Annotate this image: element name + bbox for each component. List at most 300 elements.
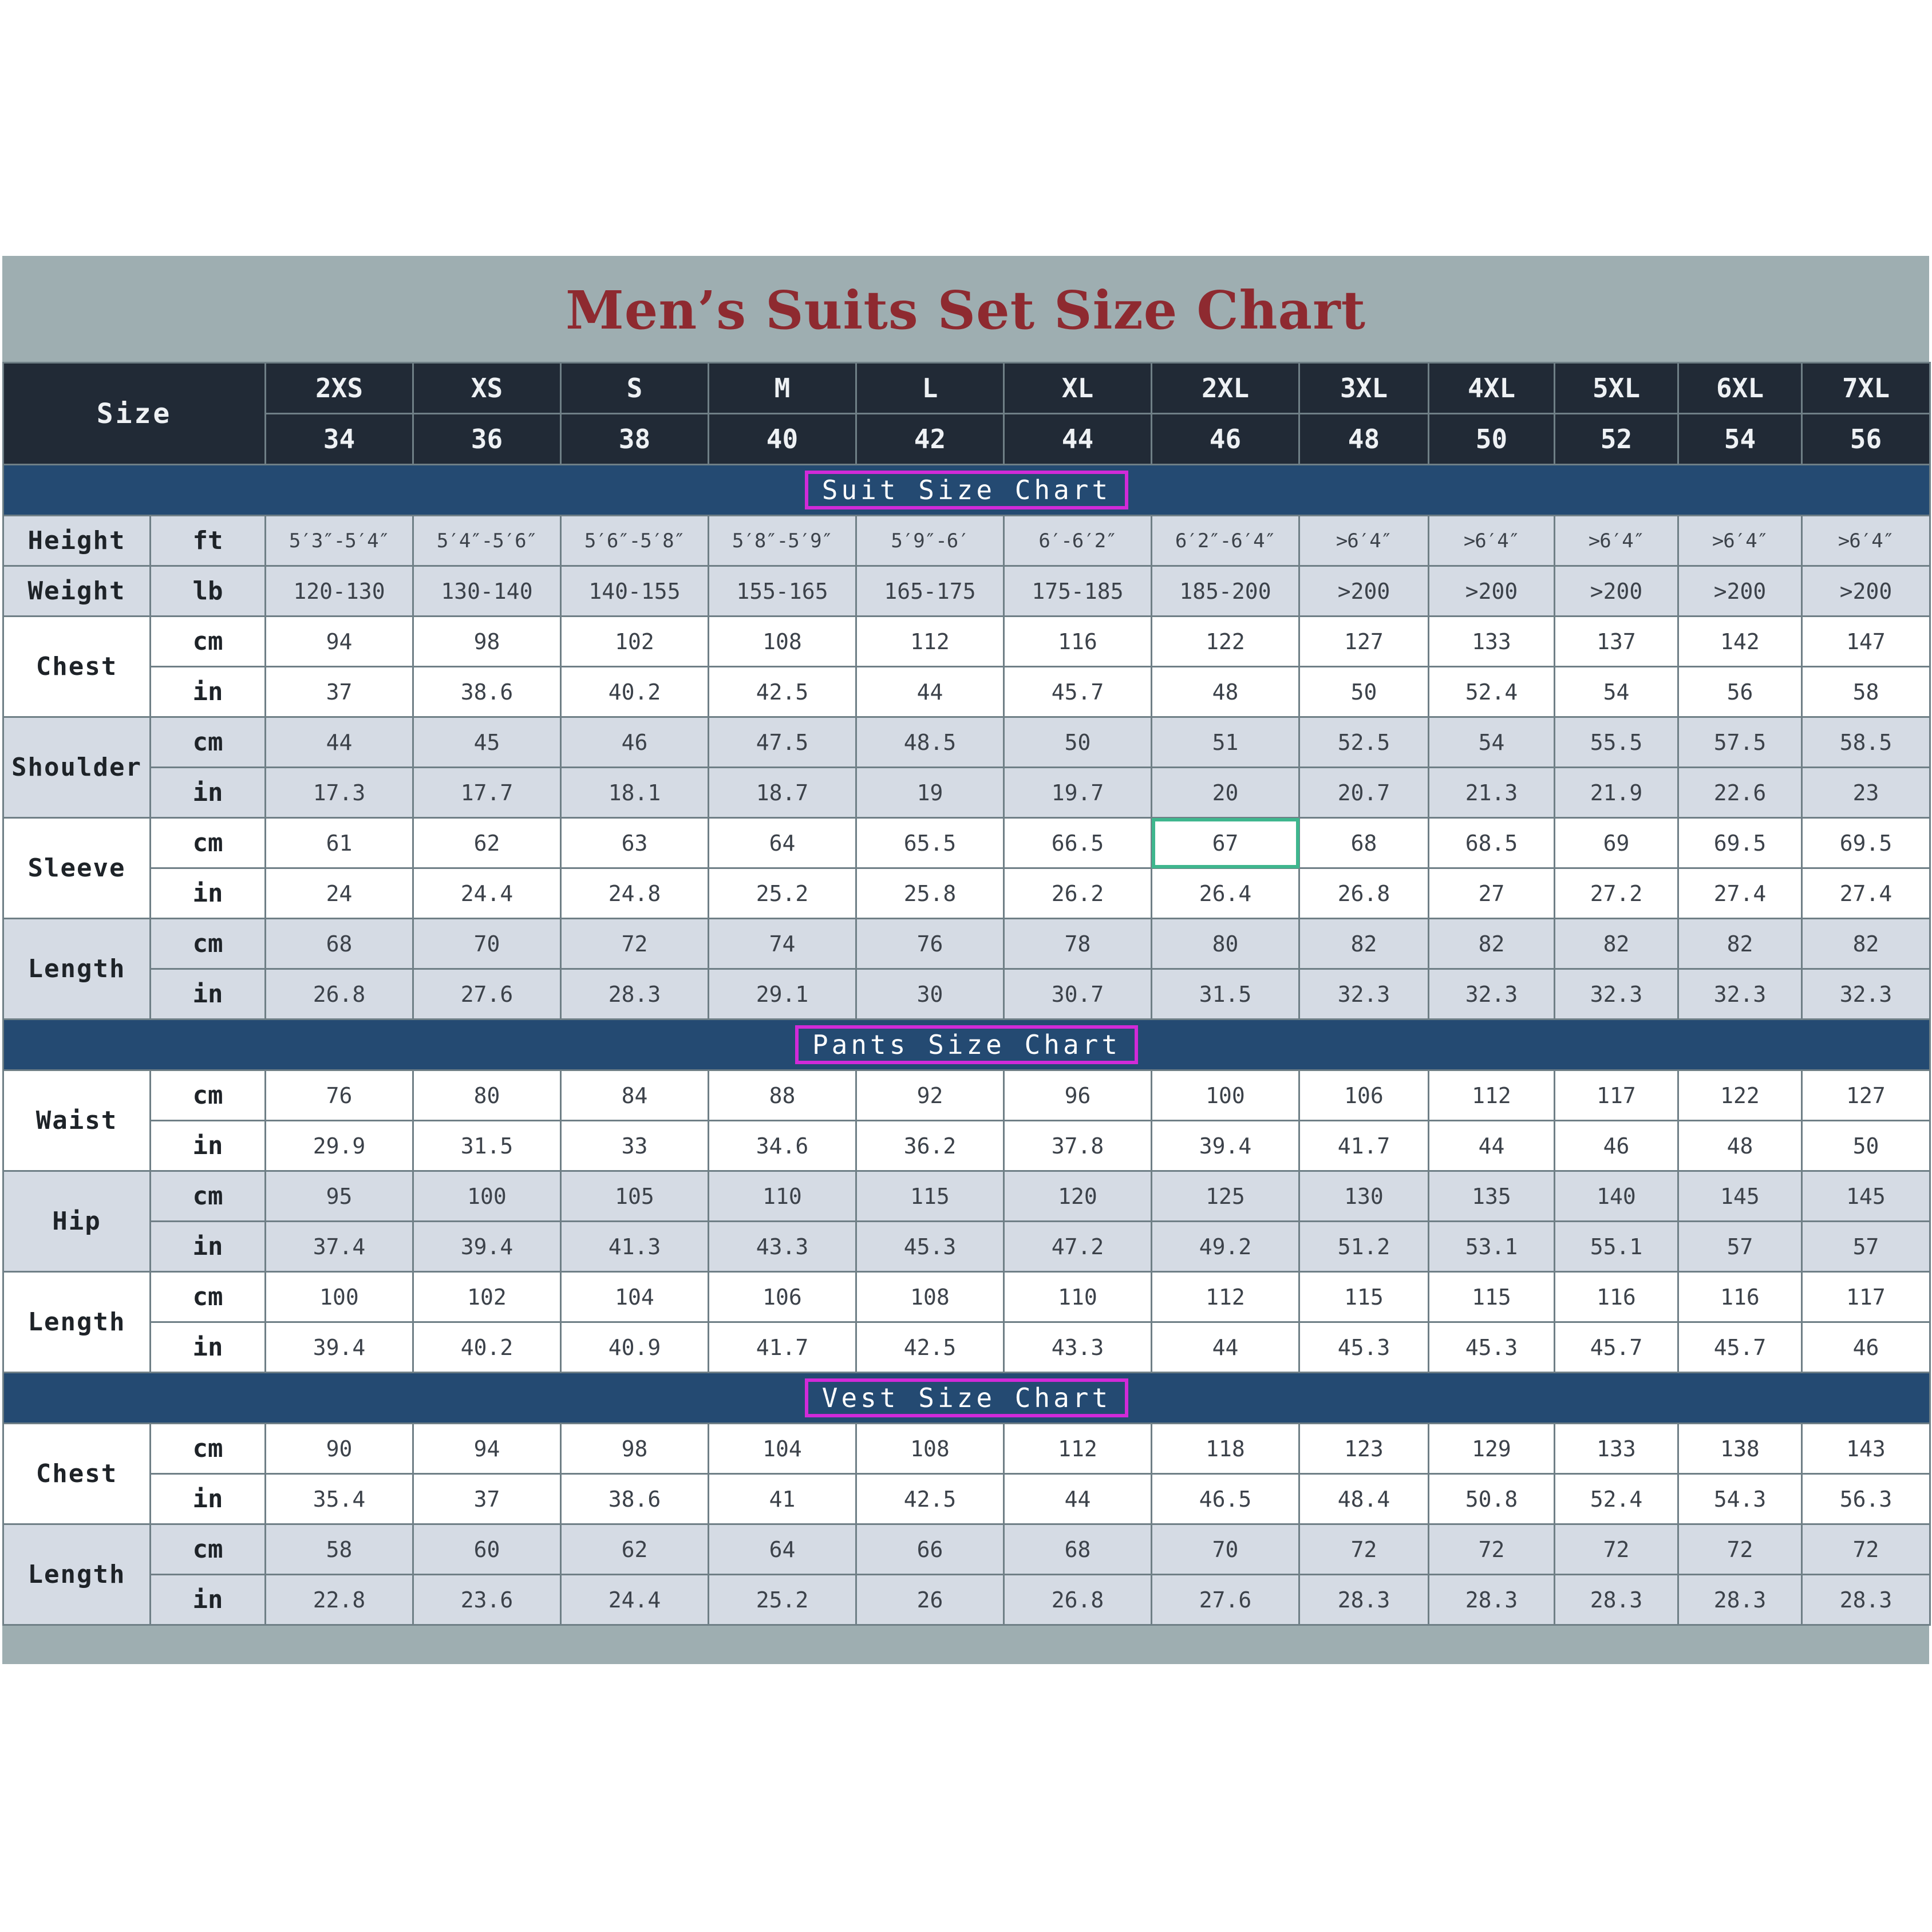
value-cell: 45.3	[856, 1222, 1004, 1272]
value-cell: 66	[856, 1524, 1004, 1575]
value-cell: 24.4	[413, 868, 561, 919]
value-cell: 67	[1152, 818, 1299, 868]
value-cell: >200	[1802, 566, 1930, 617]
value-cell: 69.5	[1678, 818, 1802, 868]
value-cell: 20	[1152, 768, 1299, 818]
value-cell: 37.4	[266, 1222, 413, 1272]
row-label: Length	[3, 1272, 151, 1373]
value-cell: 72	[1299, 1524, 1429, 1575]
value-cell: 25.2	[709, 868, 856, 919]
unit-label: in	[151, 969, 266, 1020]
size-label: 3XL	[1299, 363, 1429, 414]
value-cell: 51	[1152, 717, 1299, 768]
value-cell: 42.5	[856, 1322, 1004, 1373]
value-cell: 32.3	[1678, 969, 1802, 1020]
value-cell: 39.4	[266, 1322, 413, 1373]
value-cell: 127	[1802, 1070, 1930, 1121]
value-cell: 100	[1152, 1070, 1299, 1121]
size-label: XS	[413, 363, 561, 414]
section-header-row	[3, 1373, 1930, 1424]
table-row	[3, 818, 1930, 868]
value-cell: 58.5	[1802, 717, 1930, 768]
value-cell: 137	[1555, 617, 1678, 667]
value-cell: 94	[413, 1424, 561, 1474]
value-cell: 130-140	[413, 566, 561, 617]
row-label: Chest	[3, 617, 151, 717]
value-cell: 104	[709, 1424, 856, 1474]
value-cell: 44	[1429, 1121, 1555, 1171]
table-row	[3, 1171, 1930, 1222]
unit-label: in	[151, 1575, 266, 1625]
value-cell: 41.7	[709, 1322, 856, 1373]
unit-label: cm	[151, 1272, 266, 1322]
value-cell: 25.2	[709, 1575, 856, 1625]
value-cell: 45.3	[1299, 1322, 1429, 1373]
value-cell: 102	[561, 617, 709, 667]
value-cell: 100	[413, 1171, 561, 1222]
value-cell: 52.4	[1555, 1474, 1678, 1524]
value-cell: 122	[1152, 617, 1299, 667]
value-cell: 44	[856, 667, 1004, 717]
value-cell: 32.3	[1299, 969, 1429, 1020]
value-cell: 72	[1802, 1524, 1930, 1575]
size-label: L	[856, 363, 1004, 414]
value-cell: 30	[856, 969, 1004, 1020]
value-cell: 41.3	[561, 1222, 709, 1272]
value-cell: 55.5	[1555, 717, 1678, 768]
section-title: Pants Size Chart	[795, 1025, 1138, 1064]
size-header: Size	[3, 363, 266, 465]
value-cell: 110	[709, 1171, 856, 1222]
value-cell: 24	[266, 868, 413, 919]
value-cell: 82	[1802, 919, 1930, 969]
unit-label: cm	[151, 617, 266, 667]
section-title: Vest Size Chart	[805, 1378, 1128, 1417]
value-cell: 115	[1299, 1272, 1429, 1322]
value-cell: 58	[266, 1524, 413, 1575]
value-cell: 37	[266, 667, 413, 717]
value-cell: 106	[709, 1272, 856, 1322]
section-header-row	[3, 1020, 1930, 1070]
value-cell: 27	[1429, 868, 1555, 919]
value-cell: 122	[1678, 1070, 1802, 1121]
value-cell: 26.2	[1004, 868, 1152, 919]
header-sizes-row	[3, 363, 1930, 414]
value-cell: 90	[266, 1424, 413, 1474]
unit-label: in	[151, 768, 266, 818]
value-cell: 17.7	[413, 768, 561, 818]
section-header-cell	[3, 1020, 1930, 1070]
value-cell: 58	[1802, 667, 1930, 717]
size-label: 7XL	[1802, 363, 1930, 414]
value-cell: 6′-6′2″	[1004, 516, 1152, 566]
value-cell: 32.3	[1555, 969, 1678, 1020]
value-cell: 57	[1802, 1222, 1930, 1272]
row-label: Weight	[3, 566, 151, 617]
value-cell: 21.3	[1429, 768, 1555, 818]
value-cell: 38.6	[561, 1474, 709, 1524]
row-label: Shoulder	[3, 717, 151, 818]
value-cell: 112	[1429, 1070, 1555, 1121]
value-cell: 112	[856, 617, 1004, 667]
value-cell: 50	[1802, 1121, 1930, 1171]
value-cell: 41.7	[1299, 1121, 1429, 1171]
value-cell: 133	[1555, 1424, 1678, 1474]
value-cell: >6′4″	[1555, 516, 1678, 566]
value-cell: >6′4″	[1678, 516, 1802, 566]
table-row	[3, 566, 1930, 617]
table-row	[3, 919, 1930, 969]
value-cell: 5′6″-5′8″	[561, 516, 709, 566]
value-cell: >200	[1555, 566, 1678, 617]
value-cell: 28.3	[1678, 1575, 1802, 1625]
value-cell: 96	[1004, 1070, 1152, 1121]
value-cell: 52.4	[1429, 667, 1555, 717]
value-cell: 29.9	[266, 1121, 413, 1171]
table-row	[3, 1524, 1930, 1575]
value-cell: 39.4	[413, 1222, 561, 1272]
value-cell: 82	[1555, 919, 1678, 969]
value-cell: 135	[1429, 1171, 1555, 1222]
value-cell: 54	[1429, 717, 1555, 768]
value-cell: 40.9	[561, 1322, 709, 1373]
value-cell: 51.2	[1299, 1222, 1429, 1272]
value-cell: 25.8	[856, 868, 1004, 919]
size-number: 50	[1429, 414, 1555, 465]
section-header-row	[3, 465, 1930, 516]
value-cell: 68	[266, 919, 413, 969]
table-row	[3, 1474, 1930, 1524]
table-row	[3, 1575, 1930, 1625]
header-numbers-row	[3, 414, 1930, 465]
value-cell: 116	[1004, 617, 1152, 667]
value-cell: 129	[1429, 1424, 1555, 1474]
value-cell: 110	[1004, 1272, 1152, 1322]
value-cell: 36.2	[856, 1121, 1004, 1171]
value-cell: 127	[1299, 617, 1429, 667]
value-cell: 45	[413, 717, 561, 768]
row-label: Chest	[3, 1424, 151, 1524]
table-row	[3, 617, 1930, 667]
value-cell: 117	[1802, 1272, 1930, 1322]
value-cell: 52.5	[1299, 717, 1429, 768]
value-cell: 28.3	[1802, 1575, 1930, 1625]
value-cell: 22.8	[266, 1575, 413, 1625]
value-cell: 98	[561, 1424, 709, 1474]
value-cell: 69.5	[1802, 818, 1930, 868]
table-row	[3, 969, 1930, 1020]
value-cell: 50	[1299, 667, 1429, 717]
value-cell: 80	[1152, 919, 1299, 969]
value-cell: >200	[1678, 566, 1802, 617]
size-label: S	[561, 363, 709, 414]
value-cell: 70	[1152, 1524, 1299, 1575]
value-cell: 37.8	[1004, 1121, 1152, 1171]
value-cell: 29.1	[709, 969, 856, 1020]
value-cell: 50	[1004, 717, 1152, 768]
value-cell: 24.4	[561, 1575, 709, 1625]
table-row	[3, 516, 1930, 566]
value-cell: >200	[1299, 566, 1429, 617]
size-number: 42	[856, 414, 1004, 465]
size-table	[2, 362, 1931, 1626]
value-cell: 115	[856, 1171, 1004, 1222]
value-cell: 28.3	[1429, 1575, 1555, 1625]
value-cell: 28.3	[561, 969, 709, 1020]
unit-label: cm	[151, 1524, 266, 1575]
unit-label: cm	[151, 1070, 266, 1121]
value-cell: 48	[1678, 1121, 1802, 1171]
value-cell: 69	[1555, 818, 1678, 868]
unit-label: in	[151, 1474, 266, 1524]
value-cell: 92	[856, 1070, 1004, 1121]
value-cell: 70	[413, 919, 561, 969]
size-number: 40	[709, 414, 856, 465]
value-cell: 72	[1678, 1524, 1802, 1575]
value-cell: 64	[709, 1524, 856, 1575]
value-cell: 27.6	[1152, 1575, 1299, 1625]
size-label: 2XL	[1152, 363, 1299, 414]
unit-label: in	[151, 667, 266, 717]
value-cell: 27.6	[413, 969, 561, 1020]
value-cell: 48	[1152, 667, 1299, 717]
value-cell: 46.5	[1152, 1474, 1299, 1524]
row-label: Height	[3, 516, 151, 566]
value-cell: 68.5	[1429, 818, 1555, 868]
value-cell: 72	[561, 919, 709, 969]
unit-label: in	[151, 1222, 266, 1272]
value-cell: 5′4″-5′6″	[413, 516, 561, 566]
value-cell: 53.1	[1429, 1222, 1555, 1272]
size-label: XL	[1004, 363, 1152, 414]
value-cell: 105	[561, 1171, 709, 1222]
value-cell: 5′3″-5′4″	[266, 516, 413, 566]
value-cell: 23.6	[413, 1575, 561, 1625]
value-cell: 50.8	[1429, 1474, 1555, 1524]
value-cell: 116	[1555, 1272, 1678, 1322]
unit-label: cm	[151, 717, 266, 768]
unit-label: cm	[151, 1424, 266, 1474]
unit-label: lb	[151, 566, 266, 617]
value-cell: 143	[1802, 1424, 1930, 1474]
value-cell: 35.4	[266, 1474, 413, 1524]
value-cell: 42.5	[709, 667, 856, 717]
value-cell: 82	[1299, 919, 1429, 969]
value-cell: 21.9	[1555, 768, 1678, 818]
value-cell: 57.5	[1678, 717, 1802, 768]
size-number: 36	[413, 414, 561, 465]
table-row	[3, 1070, 1930, 1121]
value-cell: 47.5	[709, 717, 856, 768]
value-cell: 26.8	[1004, 1575, 1152, 1625]
value-cell: 33	[561, 1121, 709, 1171]
value-cell: 112	[1004, 1424, 1152, 1474]
value-cell: 5′8″-5′9″	[709, 516, 856, 566]
value-cell: 120	[1004, 1171, 1152, 1222]
size-label: 6XL	[1678, 363, 1802, 414]
value-cell: 43.3	[1004, 1322, 1152, 1373]
value-cell: 142	[1678, 617, 1802, 667]
table-row	[3, 1322, 1930, 1373]
value-cell: 62	[561, 1524, 709, 1575]
section-title: Suit Size Chart	[805, 471, 1128, 509]
section-header-cell	[3, 1373, 1930, 1424]
table-row	[3, 768, 1930, 818]
value-cell: 112	[1152, 1272, 1299, 1322]
value-cell: 68	[1004, 1524, 1152, 1575]
size-number: 38	[561, 414, 709, 465]
value-cell: 40.2	[413, 1322, 561, 1373]
size-number: 46	[1152, 414, 1299, 465]
value-cell: 65.5	[856, 818, 1004, 868]
value-cell: 43.3	[709, 1222, 856, 1272]
value-cell: 44	[1152, 1322, 1299, 1373]
value-cell: 106	[1299, 1070, 1429, 1121]
value-cell: >6′4″	[1299, 516, 1429, 566]
unit-label: cm	[151, 818, 266, 868]
value-cell: 155-165	[709, 566, 856, 617]
value-cell: 48.5	[856, 717, 1004, 768]
row-label: Sleeve	[3, 818, 151, 919]
row-label: Length	[3, 1524, 151, 1625]
value-cell: 26.4	[1152, 868, 1299, 919]
value-cell: 39.4	[1152, 1121, 1299, 1171]
value-cell: 104	[561, 1272, 709, 1322]
row-label: Waist	[3, 1070, 151, 1171]
table-row	[3, 1272, 1930, 1322]
value-cell: 88	[709, 1070, 856, 1121]
value-cell: 20.7	[1299, 768, 1429, 818]
unit-label: in	[151, 1322, 266, 1373]
value-cell: 22.6	[1678, 768, 1802, 818]
value-cell: 102	[413, 1272, 561, 1322]
value-cell: 147	[1802, 617, 1930, 667]
chart-title: Men’s Suits Set Size Chart	[565, 279, 1366, 341]
value-cell: 54	[1555, 667, 1678, 717]
value-cell: 95	[266, 1171, 413, 1222]
size-label: 2XS	[266, 363, 413, 414]
value-cell: 84	[561, 1070, 709, 1121]
row-label: Length	[3, 919, 151, 1020]
value-cell: 76	[856, 919, 1004, 969]
value-cell: 140	[1555, 1171, 1678, 1222]
value-cell: 130	[1299, 1171, 1429, 1222]
value-cell: 63	[561, 818, 709, 868]
value-cell: 125	[1152, 1171, 1299, 1222]
value-cell: 26.8	[266, 969, 413, 1020]
size-label: M	[709, 363, 856, 414]
value-cell: 123	[1299, 1424, 1429, 1474]
size-number: 48	[1299, 414, 1429, 465]
value-cell: 78	[1004, 919, 1152, 969]
value-cell: 45.3	[1429, 1322, 1555, 1373]
value-cell: 94	[266, 617, 413, 667]
size-number: 34	[266, 414, 413, 465]
value-cell: 82	[1429, 919, 1555, 969]
value-cell: 27.2	[1555, 868, 1678, 919]
value-cell: >200	[1429, 566, 1555, 617]
value-cell: 74	[709, 919, 856, 969]
size-number: 56	[1802, 414, 1930, 465]
value-cell: 54.3	[1678, 1474, 1802, 1524]
value-cell: 55.1	[1555, 1222, 1678, 1272]
value-cell: 175-185	[1004, 566, 1152, 617]
size-number: 54	[1678, 414, 1802, 465]
value-cell: 26	[856, 1575, 1004, 1625]
size-label: 5XL	[1555, 363, 1678, 414]
value-cell: 46	[561, 717, 709, 768]
value-cell: 44	[266, 717, 413, 768]
value-cell: 76	[266, 1070, 413, 1121]
value-cell: 80	[413, 1070, 561, 1121]
value-cell: 133	[1429, 617, 1555, 667]
value-cell: 57	[1678, 1222, 1802, 1272]
table-row	[3, 1424, 1930, 1474]
value-cell: 98	[413, 617, 561, 667]
value-cell: 34.6	[709, 1121, 856, 1171]
value-cell: >6′4″	[1802, 516, 1930, 566]
value-cell: 46	[1555, 1121, 1678, 1171]
value-cell: 108	[856, 1424, 1004, 1474]
size-number: 44	[1004, 414, 1152, 465]
value-cell: 138	[1678, 1424, 1802, 1474]
value-cell: 72	[1555, 1524, 1678, 1575]
value-cell: 165-175	[856, 566, 1004, 617]
value-cell: 23	[1802, 768, 1930, 818]
value-cell: 140-155	[561, 566, 709, 617]
value-cell: >6′4″	[1429, 516, 1555, 566]
value-cell: 24.8	[561, 868, 709, 919]
table-row	[3, 1121, 1930, 1171]
value-cell: 120-130	[266, 566, 413, 617]
size-chart	[2, 256, 1929, 1664]
value-cell: 37	[413, 1474, 561, 1524]
value-cell: 27.4	[1802, 868, 1930, 919]
size-label: 4XL	[1429, 363, 1555, 414]
value-cell: 56.3	[1802, 1474, 1930, 1524]
value-cell: 42.5	[856, 1474, 1004, 1524]
value-cell: 108	[709, 617, 856, 667]
value-cell: 82	[1678, 919, 1802, 969]
value-cell: 31.5	[413, 1121, 561, 1171]
value-cell: 60	[413, 1524, 561, 1575]
value-cell: 46	[1802, 1322, 1930, 1373]
value-cell: 145	[1678, 1171, 1802, 1222]
value-cell: 18.7	[709, 768, 856, 818]
table-row	[3, 868, 1930, 919]
table-row	[3, 717, 1930, 768]
value-cell: 28.3	[1299, 1575, 1429, 1625]
unit-label: ft	[151, 516, 266, 566]
value-cell: 38.6	[413, 667, 561, 717]
value-cell: 115	[1429, 1272, 1555, 1322]
size-number: 52	[1555, 414, 1678, 465]
value-cell: 72	[1429, 1524, 1555, 1575]
table-row	[3, 667, 1930, 717]
value-cell: 100	[266, 1272, 413, 1322]
value-cell: 32.3	[1429, 969, 1555, 1020]
value-cell: 61	[266, 818, 413, 868]
value-cell: 45.7	[1678, 1322, 1802, 1373]
unit-label: cm	[151, 1171, 266, 1222]
value-cell: 56	[1678, 667, 1802, 717]
value-cell: 31.5	[1152, 969, 1299, 1020]
unit-label: in	[151, 1121, 266, 1171]
unit-label: cm	[151, 919, 266, 969]
value-cell: 6′2″-6′4″	[1152, 516, 1299, 566]
value-cell: 44	[1004, 1474, 1152, 1524]
value-cell: 118	[1152, 1424, 1299, 1474]
